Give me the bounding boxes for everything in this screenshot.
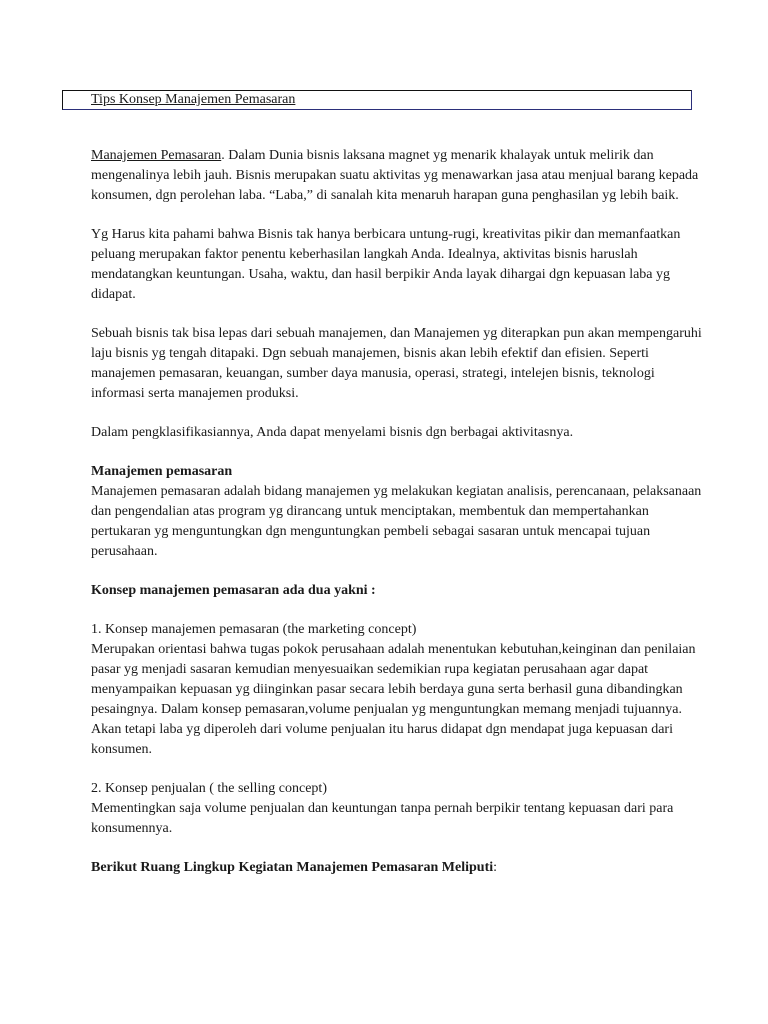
paragraph-management: Sebuah bisnis tak bisa lepas dari sebuah manajemen, dan Manajemen yg diterapkan pun akan mempengaruhi laju bisnis yg tengah ditapaki. Dgn sebuah manajemen, bisnis akan lebih efektif dan efisien. Seperti manajemen pemasaran, keuangan, sumber daya manusia, operasi, strategi, intelejen bisnis, teknologi informasi serta manajemen produksi. — [91, 326, 702, 401]
marketing-concept-heading: 1. Konsep manajemen pemasaran (the marketing concept) — [91, 622, 417, 637]
selling-concept-heading: 2. Konsep penjualan ( the selling concept) — [91, 781, 327, 796]
scope-colon: : — [493, 860, 498, 875]
document-title: Tips Konsep Manajemen Pemasaran — [91, 92, 296, 107]
selling-concept-text: Mementingkan saja volume penjualan dan keuntungan tanpa pernah berpikir tentang kepuasan dari para konsumennya. — [91, 801, 674, 836]
marketing-management-heading: Manajemen pemasaran — [91, 464, 233, 479]
paragraph-marketing-concept — [91, 620, 711, 760]
paragraph-classification: Dalam pengklasifikasiannya, Anda dapat menyelami bisnis dgn berbagai aktivitasnya. — [91, 425, 574, 440]
marketing-management-text: Manajemen pemasaran adalah bidang manajemen yg melakukan kegiatan analisis, perencanaan, pelaksanaan dan pengendalian atas program yg dirancang untuk menciptakan, membentuk dan mempertahankan pertukaran yg menguntungkan dgn menguntungkan pembeli sebagai sasaran untuk mencapai tujuan perusahaan. — [91, 484, 702, 559]
title-box — [62, 90, 692, 110]
paragraph-business: Yg Harus kita pahami bahwa Bisnis tak hanya berbicara untung-rugi, kreativitas pikir dan memanfaatkan peluang merupakan faktor penentu keberhasilan langkah Anda. Idealnya, aktivitas bisnis haruslah mendatangkan keuntungan. Usaha, waktu, dan hasil berpikir Anda layak dihargai dgn kepuasan laba yg didapat. — [91, 227, 681, 302]
marketing-concept-text: Merupakan orientasi bahwa tugas pokok perusahaan adalah menentukan kebutuhan,keinginan dan penilaian pasar yg menjadi sasaran kemudian menyesuaikan sedemikian rupa kegiatan perusahaan agar dapat menyampaikan kepuasan yg diinginkan pasar secara lebih berdaya guna serta berhasil guna dibandingkan pesaingnya. Dalam konsep pemasaran,volume penjualan yg menguntungkan memang menjadi tujuannya. Akan tetapi laba yg diperoleh dari volume penjualan itu harus didapat dgn mendapat juga kepuasan dari konsumen. — [91, 642, 696, 757]
document-body — [91, 146, 711, 897]
intro-heading: Manajemen Pemasaran — [91, 148, 222, 163]
paragraph-selling-concept — [91, 779, 711, 839]
concepts-heading: Konsep manajemen pemasaran ada dua yakni : — [91, 583, 376, 598]
paragraph-marketing-management — [91, 462, 711, 562]
paragraph-scope — [91, 858, 711, 878]
paragraph-intro — [91, 146, 711, 206]
intro-text: . Dalam Dunia bisnis laksana magnet yg menarik khalayak untuk melirik dan mengenalinya lebih jauh. Bisnis merupakan suatu aktivitas yg menawarkan jasa atau menjual barang kepada konsumen, dgn perolehan laba. “Laba,” di sanalah kita menaruh harapan guna penghasilan yg lebih baik. — [91, 148, 699, 203]
scope-heading: Berikut Ruang Lingkup Kegiatan Manajemen Pemasaran Meliputi — [91, 860, 494, 875]
